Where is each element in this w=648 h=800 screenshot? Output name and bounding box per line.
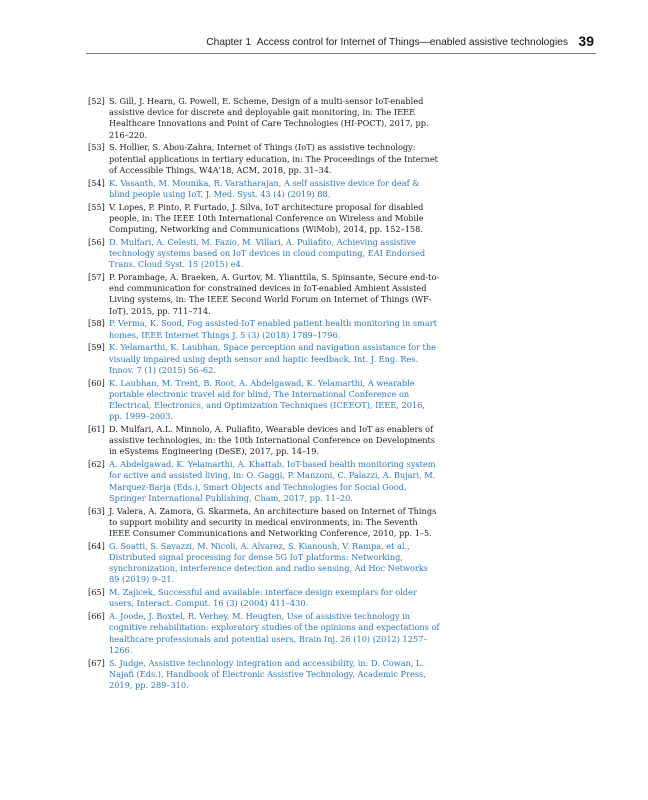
reference-link[interactable]: A. Joode, J. Boxtel, R. Verhey, M. Heugten, Use of assistive technology in cognitive rehabilitation: exploratory studies of the opinions and expectations of healthcare professionals and potential users, Brain Inj. 26 (10) (2012) 1257–1266. [109, 611, 440, 655]
reference-number: [56] [88, 236, 105, 247]
reference-item[interactable] [88, 658, 440, 692]
reference-text: J. Valera, A. Zamora, G. Skarmeta, An architecture based on Internet of Things to support mobility and security in medical environments, in: The Seventh IEEE Consumer Communications and Networking Conference, 2010, pp. 1–5. [109, 505, 437, 539]
reference-number: [64] [88, 540, 105, 551]
reference-item[interactable] [88, 587, 440, 609]
reference-item[interactable] [88, 459, 440, 504]
reference-link[interactable]: G. Soatti, S. Savazzi, M. Nicoli, A. Alvarez, S. Kianoush, V. Rampa, et al., Distributed signal processing for dense 5G IoT platforms: Networking, synchronization, interference detection and radio sensing, Ad Hoc Networks 89 (2019) 9–21. [109, 540, 428, 585]
reference-text: V. Lopes, P. Pinto, P. Furtado, J. Silva, IoT architecture proposal for disabled people, in: The IEEE 10th International Conference on Wireless and Mobile Computing, Networking and Communications (WiMob), 2014, pp. 152–158. [109, 201, 424, 235]
reference-link[interactable]: K. Yelamarthi, K. Laubhan, Space perception and navigation assistance for the visually impaired using depth sensor and haptic feedback, Int. J. Eng. Res. Innov. 7 (1) (2015) 56–62. [109, 342, 436, 375]
reference-link[interactable]: K. Vasanth, M. Mounika, R. Varatharajan, A self assistive device for deaf & blind people using IoT, J. Med. Syst. 43 (4) (2019) 88. [109, 177, 420, 199]
reference-item [88, 96, 440, 141]
reference-item [88, 272, 440, 317]
reference-number: [59] [88, 342, 105, 353]
reference-list [88, 96, 440, 693]
chapter-title: Access control for Internet of Things—enabled assistive technologies [256, 37, 568, 48]
reference-link[interactable]: S. Judge, Assistive technology integration and accessibility, in: D. Cowan, L. Najafi (Eds.), Handbook of Electronic Assistive Technology, Academic Press, 2019, pp. 289–310. [109, 657, 426, 691]
reference-number: [65] [88, 587, 105, 598]
reference-number: [63] [88, 505, 105, 516]
reference-number: [55] [88, 201, 105, 212]
reference-number: [58] [88, 318, 105, 329]
reference-text: D. Mulfari, A.L. Minnolo, A. Puliafito, Wearable devices and IoT as enablers of assistive technologies, in: the 10th International Conference on Developments in eSystems Engineering (DeSE), 2017, pp. 14–19. [109, 424, 435, 457]
reference-item[interactable] [88, 378, 440, 423]
reference-link[interactable]: K. Laubhan, M. Trent, B. Root, A. Abdelgawad, K. Yelamarthi, A wearable portable electronic travel aid for blind, The International Conference on Electrical, Electronics, and Optimization Techniques (ICEEOT), IEEE, 2016, pp. 1999–2003. [109, 377, 425, 422]
reference-item[interactable] [88, 541, 440, 586]
reference-number: [62] [88, 459, 105, 470]
reference-number: [67] [88, 657, 105, 668]
reference-item [88, 506, 440, 540]
reference-item [88, 142, 440, 176]
reference-text: P. Porambage, A. Braeken, A. Gurtov, M. Ylianttila, S. Spinsante, Secure end-to-end communication for constrained devices in IoT-enabled Ambient Assisted Living systems, in: The IEEE Second World Forum on Internet of Things (WF-IoT), 2015, pp. 711–714. [109, 272, 440, 316]
reference-text: S. Hollier, S. Abou-Zahra, Internet of Things (IoT) as assistive technology: potential applications in tertiary education, in: The Proceedings of the Internet of Accessible Things, W4A'18, ACM, 2018, pp. 31–34. [109, 142, 438, 175]
reference-item[interactable] [88, 318, 440, 340]
reference-number: [52] [88, 96, 105, 106]
running-header [86, 33, 596, 54]
reference-number: [60] [88, 377, 105, 388]
reference-number: [66] [88, 611, 105, 622]
reference-number: [57] [88, 272, 105, 283]
reference-link[interactable]: M. Zajicek, Successful and available: interface design exemplars for older users, Interact. Comput. 16 (3) (2004) 411–430. [109, 587, 417, 609]
reference-number: [53] [88, 142, 105, 153]
chapter-label: Chapter 1 [206, 37, 252, 48]
reference-item [88, 424, 440, 458]
reference-item[interactable] [88, 237, 440, 271]
reference-link[interactable]: P. Verma, K. Sood, Fog assisted-IoT enabled patient health monitoring in smart homes, IEEE Internet Things J. 5 (3) (2018) 1789–1796. [109, 318, 437, 340]
reference-text: S. Gill, J. Hearn, G. Powell, E. Scheme, Design of a multi-sensor IoT-enabled assistive device for discrete and deployable gait monitoring, in: The IEEE Healthcare Innovations and Point of Care Technologies (HI-POCT), 2017, pp. 216–220. [109, 96, 429, 140]
reference-item[interactable] [88, 611, 440, 656]
reference-item[interactable] [88, 342, 440, 376]
reference-link[interactable]: A. Abdelgawad, K. Yelamarthi, A. Khattab, IoT-based health monitoring system for active and assisted living, in: O. Gaggi, P. Manzoni, C. Palazzi, A. Bujari, M. Marquez-Barja (Eds.), Smart Objects and Technologies for Social Good, Springer International Publishing, Cham, 2017, pp. 11–20. [109, 459, 436, 503]
page-number: 39 [578, 33, 594, 49]
reference-number: [61] [88, 424, 105, 435]
running-header-title [206, 37, 568, 48]
reference-item[interactable] [88, 178, 440, 200]
reference-number: [54] [88, 177, 105, 188]
reference-item [88, 202, 440, 236]
reference-link[interactable]: D. Mulfari, A. Celesti, M. Fazio, M. Villari, A. Puliafito, Achieving assistive technology systems based on IoT devices in cloud computing, EAI Endorsed Trans. Cloud Syst. 15 (2015) e4. [109, 236, 426, 270]
